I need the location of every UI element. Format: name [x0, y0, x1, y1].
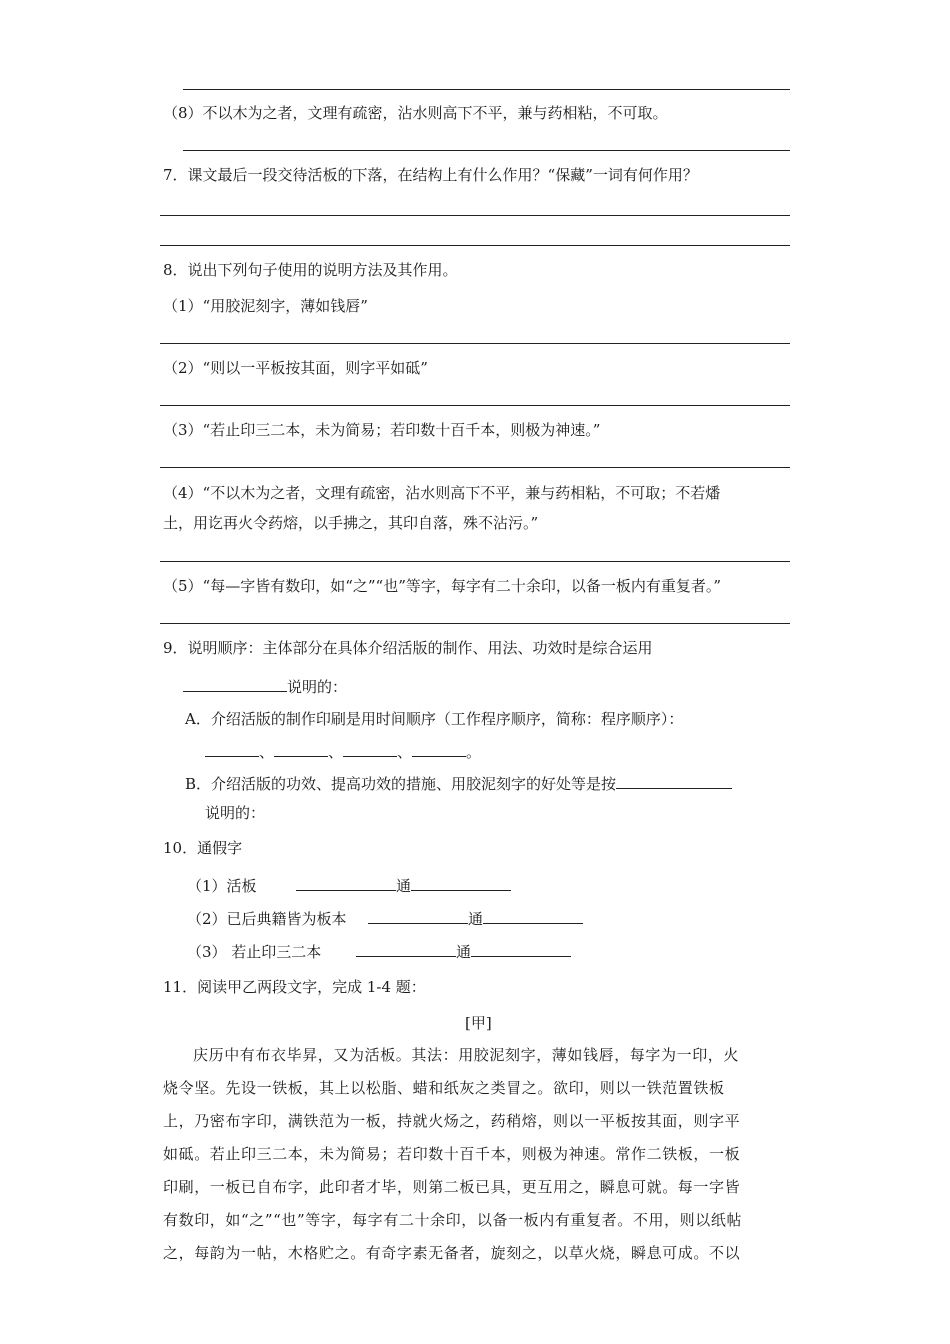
q10-item-label: （2）已后典籍皆为板本: [187, 910, 347, 928]
answer-line[interactable]: [183, 89, 790, 90]
passage-line: 烧令坚。先设一铁板，其上以松脂、蜡和纸灰之类冒之。欲印，则以一铁范置铁板: [163, 1079, 725, 1097]
q9-a-blanks: [205, 740, 481, 762]
q10-item-1: [187, 874, 511, 896]
separator: 、: [259, 743, 275, 761]
q8-item-4: （4）“不以木为之者，文理有疏密，沾水则高下不平，兼与药相粘，不可取；不若燔: [163, 484, 721, 502]
q10-item-label: （1）活板: [187, 877, 257, 895]
q10-item-2: [187, 907, 583, 929]
passage-line: 庆历中有布衣毕昇，又为活板。其法：用胶泥刻字，薄如钱唇，每字为一印，火: [193, 1046, 740, 1064]
fill-blank[interactable]: [616, 772, 732, 789]
question-8: 8．说出下列句子使用的说明方法及其作用。: [163, 261, 458, 279]
fill-blank[interactable]: [368, 907, 468, 924]
fill-blank[interactable]: [412, 740, 466, 757]
passage-line: 有数印，如“之”“也”等字，每字有二十余印，以备一板内有重复者。不用，则以纸帖: [163, 1211, 743, 1229]
answer-line[interactable]: [160, 561, 790, 562]
question-11: 11．阅读甲乙两段文字，完成 1-4 题：: [163, 978, 426, 996]
q8-item-2: （2）“则以一平板按其面，则字平如砥”: [163, 359, 428, 377]
q8-item-1: （1）“用胶泥刻字，薄如钱唇”: [163, 297, 368, 315]
passage-line: 如砥。若止印三二本，未为简易；若印数十百千本，则极为神速。常作二铁板，一板: [163, 1145, 741, 1163]
passage-line: 之，每韵为一帖，木格贮之。有奇字素无备者，旋刻之，以草火烧，瞬息可成。不以: [163, 1244, 741, 1262]
fill-blank[interactable]: [343, 740, 397, 757]
q8-item-4-cont: 土，用讫再火令药熔，以手拂之，其印自落，殊不沾污。”: [163, 514, 539, 532]
answer-line[interactable]: [160, 215, 790, 216]
passage-heading: [甲]: [465, 1014, 492, 1032]
question-10: 10．通假字: [163, 839, 243, 857]
passage-line: 上，乃密布字印，满铁范为一板，持就火炀之，药稍熔，则以一平板按其面，则字平: [163, 1112, 741, 1130]
answer-line[interactable]: [183, 150, 790, 151]
q9-a: A．介绍活版的制作印刷是用时间顺序（工作程序顺序，简称：程序顺序）：: [185, 710, 684, 728]
q9-blank-row: [183, 675, 347, 697]
answer-line[interactable]: [160, 343, 790, 344]
fill-blank[interactable]: [183, 675, 287, 692]
q8-item-5: （5）“每—字皆有数印，如“之”“也”等字，每字有二十余印，以备一板内有重复者。”: [163, 577, 722, 595]
question-9: 9．说明顺序：主体部分在具体介绍活版的制作、用法、功效时是综合运用: [163, 639, 653, 657]
answer-line[interactable]: [160, 623, 790, 624]
q9-b: B．介绍活版的功效、提高功效的措施、用胶泥刻字的好处等是按: [185, 775, 617, 793]
tong-label: 通: [468, 910, 484, 928]
fill-blank[interactable]: [411, 874, 511, 891]
fill-blank[interactable]: [274, 740, 328, 757]
fill-blank[interactable]: [296, 874, 396, 891]
answer-line[interactable]: [160, 245, 790, 246]
q10-item-label: （3） 若止印三二本: [187, 943, 322, 961]
q9-b-row: [185, 772, 732, 794]
q9-b-cont: 说明的：: [205, 804, 266, 822]
q6-item8: （8）不以木为之者，文理有疏密，沾水则高下不平，兼与药相粘，不可取。: [163, 104, 668, 122]
q9-blank-suffix: 说明的：: [287, 678, 348, 696]
tong-label: 通: [456, 943, 472, 961]
fill-blank[interactable]: [356, 940, 456, 957]
q10-item-3: [187, 940, 571, 962]
fill-blank[interactable]: [471, 940, 571, 957]
q8-item-3: （3）“若止印三二本，未为简易；若印数十百千本，则极为神速。”: [163, 421, 601, 439]
passage-line: 印刷，一板已自布字，此印者才毕，则第二板已具，更互用之，瞬息可就。每一字皆: [163, 1178, 741, 1196]
separator: 、: [397, 743, 413, 761]
separator: 、: [328, 743, 344, 761]
period: 。: [466, 743, 482, 761]
fill-blank[interactable]: [205, 740, 259, 757]
fill-blank[interactable]: [483, 907, 583, 924]
tong-label: 通: [396, 877, 412, 895]
answer-line[interactable]: [160, 467, 790, 468]
question-7: 7．课文最后一段交待活板的下落，在结构上有什么作用？“保藏”一词有何作用？: [163, 166, 698, 184]
answer-line[interactable]: [160, 405, 790, 406]
